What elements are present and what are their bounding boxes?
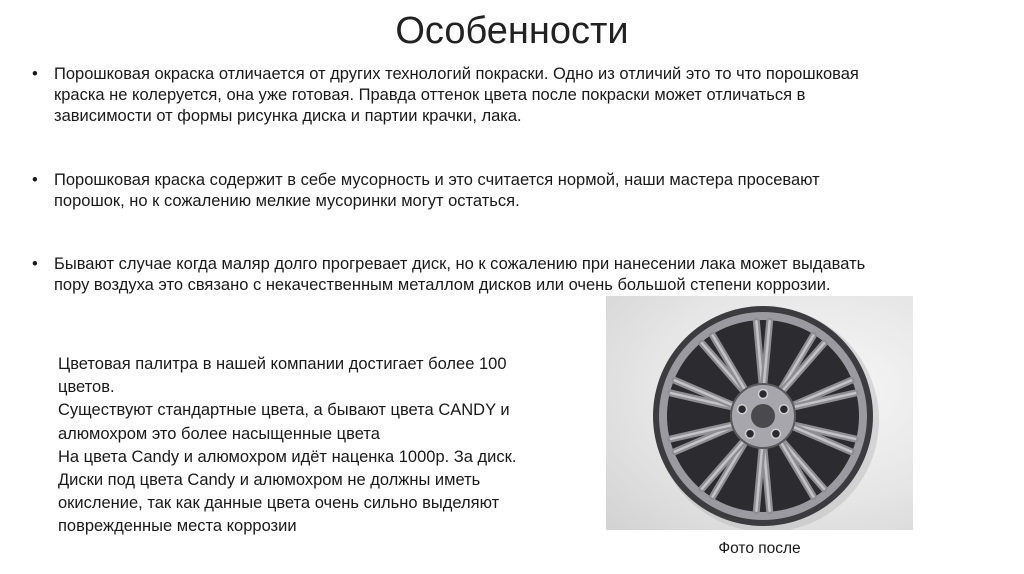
bullet-text: Порошковая окраска отличается от других технологий покраски. Одно из отличий это то что порошковая краска не колеруется, она уже готовая. Правда оттенок цвета после покраски может отличаться в зависимости от формы рисунка диска и партии крачки, лака. [54,65,859,125]
bullet-item [32,170,892,212]
bullet-item [32,64,892,127]
bullet-marker: • [32,171,38,189]
lug-nut [771,429,780,438]
wheel-rim-icon [606,296,913,530]
palette-line: Цветовая палитра в нашей компании достигает более 100 цветов. [58,355,507,397]
bullet-text: Порошковая краска содержит в себе мусорность и это считается нормой, наши мастера просевают порошок, но к сожалению мелкие мусоринки могут остаться. [54,171,820,210]
photo-caption: Фото после [718,540,801,557]
color-palette-text [58,353,548,539]
lug-nut [738,405,747,414]
center-cap [751,404,775,428]
wheel-photo [606,296,913,530]
lug-nut [746,429,755,438]
bullet-marker: • [32,65,38,83]
palette-line: На цвета Candy и алюмохром идёт наценка 1000р. За диск. Диски под цвета Candy и алюмохром не должны иметь окисление, так как данные цвета очень сильно выделяют поврежденные места коррозии [58,447,517,536]
bullet-item [32,254,892,296]
lug-nut [759,390,768,399]
page-title: Особенности [395,10,629,52]
bullet-marker: • [32,255,38,273]
lug-nut [779,405,788,414]
bullet-text: Бывают случае когда маляр долго прогревает диск, но к сожалению при нанесении лака может выдавать пору воздуха это связано с некачественным металлом дисков или очень большой степени коррозии. [54,255,866,294]
palette-line: Существуют стандартные цвета, а бывают цвета CANDY и алюмохром это более насыщенные цвета [58,401,510,443]
